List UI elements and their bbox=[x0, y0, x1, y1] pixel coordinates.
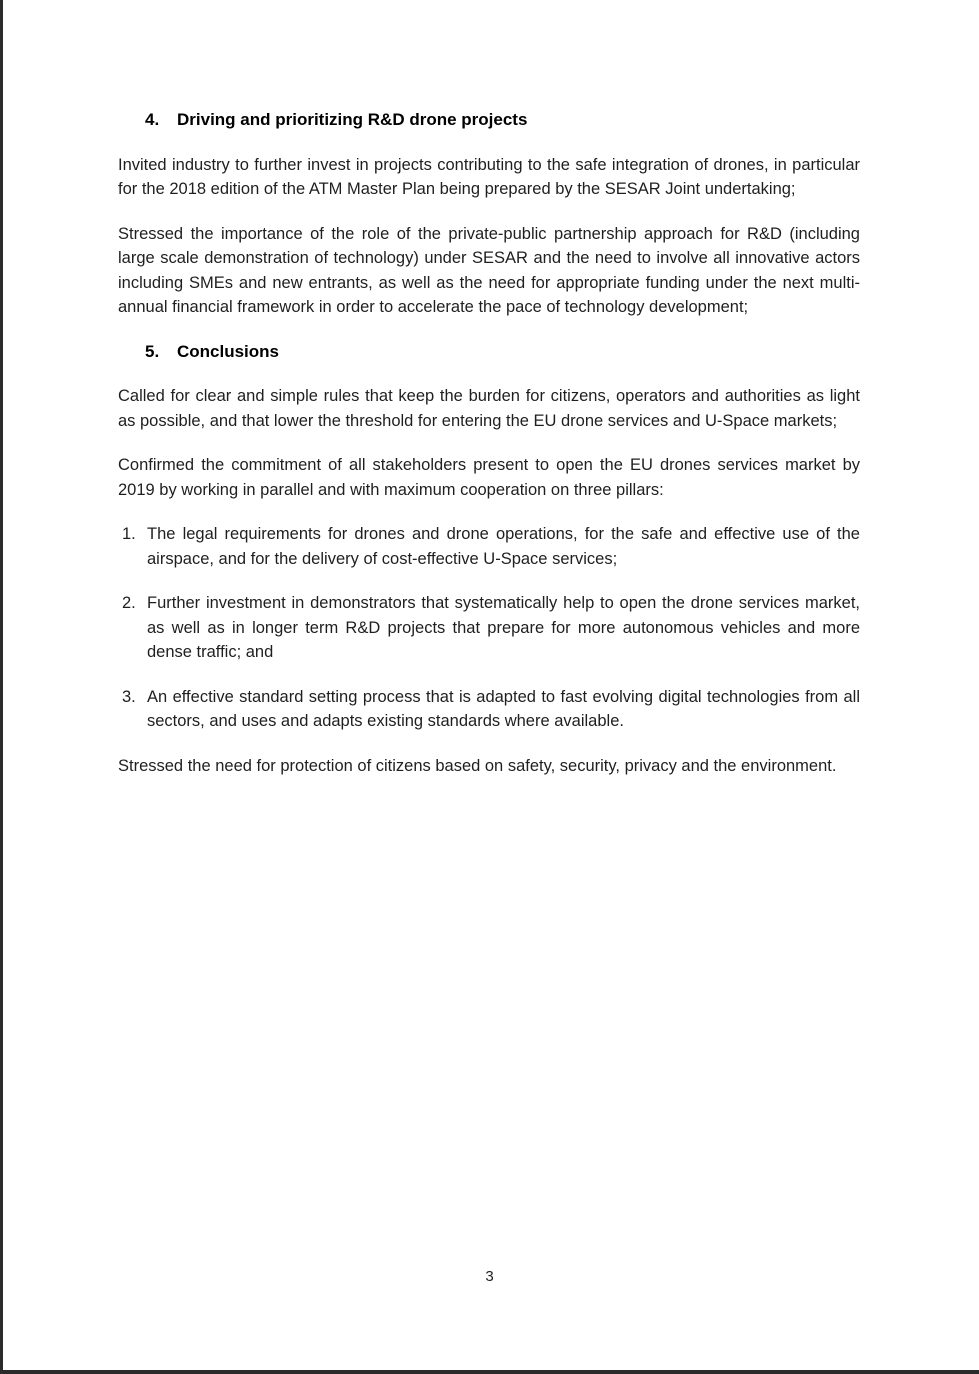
list-item-3-text: An effective standard setting process that is adapted to fast evolving digital technologies from all sectors, and uses and adapts existing standards where available. bbox=[147, 687, 860, 730]
list-item-3 bbox=[118, 685, 860, 734]
section-heading-5-number: 5. bbox=[145, 341, 160, 361]
paragraph-stressed-need: Stressed the need for protection of citizens based on safety, security, privacy and the environment. bbox=[118, 756, 837, 775]
paragraph-invited-industry: Invited industry to further invest in projects contributing to the safe integration of drones, in particular for the 2018 edition of the ATM Master Plan being prepared by the SESAR Joint undertaking; bbox=[118, 155, 860, 198]
section-heading-5-label: Conclusions bbox=[177, 341, 280, 361]
list-item-2-text: Further investment in demonstrators that systematically help to open the drone services market, as well as in longer term R&D projects that prepare for more autonomous vehicles and more dense traffic; and bbox=[147, 594, 860, 661]
section-heading-4-number: 4. bbox=[145, 110, 160, 129]
paragraph-called-for: Called for clear and simple rules that keep the burden for citizens, operators and authorities as light as possible, and that lower the threshold for entering the EU drone services and U-Space markets; bbox=[118, 387, 860, 430]
list-item-2 bbox=[118, 591, 860, 665]
section-heading-4-label: Driving and prioritizing R&D drone projects bbox=[177, 110, 528, 129]
list-item-1-number: 1. bbox=[122, 525, 136, 543]
scan-edge-left bbox=[0, 0, 3, 1374]
scan-edge-bottom bbox=[0, 1370, 979, 1374]
list-item-1-text: The legal requirements for drones and drone operations, for the safe and effective use of the airspace, and for the delivery of cost-effective U-Space services; bbox=[147, 525, 860, 568]
paragraph-stressed-importance: Stressed the importance of the role of the private-public partnership approach for R&D (including large scale demonstration of technology) under SESAR and the need to involve all innovative actors including SMEs and new entrants, as well as the need for appropriate funding under the next multi-annual financial framework in order to accelerate the pace of technology development; bbox=[118, 224, 860, 316]
section-heading-5 bbox=[118, 340, 860, 365]
section-heading-4 bbox=[118, 108, 860, 133]
list-item-1 bbox=[118, 522, 860, 571]
page-number: 3 bbox=[485, 1268, 494, 1285]
list-item-2-number: 2. bbox=[122, 594, 136, 612]
page-content bbox=[118, 108, 860, 798]
list-item-3-number: 3. bbox=[122, 687, 136, 706]
paragraph-confirmed: Confirmed the commitment of all stakeholders present to open the EU drones services market by 2019 by working in parallel and with maximum cooperation on three pillars: bbox=[118, 456, 860, 499]
pillars-numbered-list bbox=[118, 522, 860, 734]
